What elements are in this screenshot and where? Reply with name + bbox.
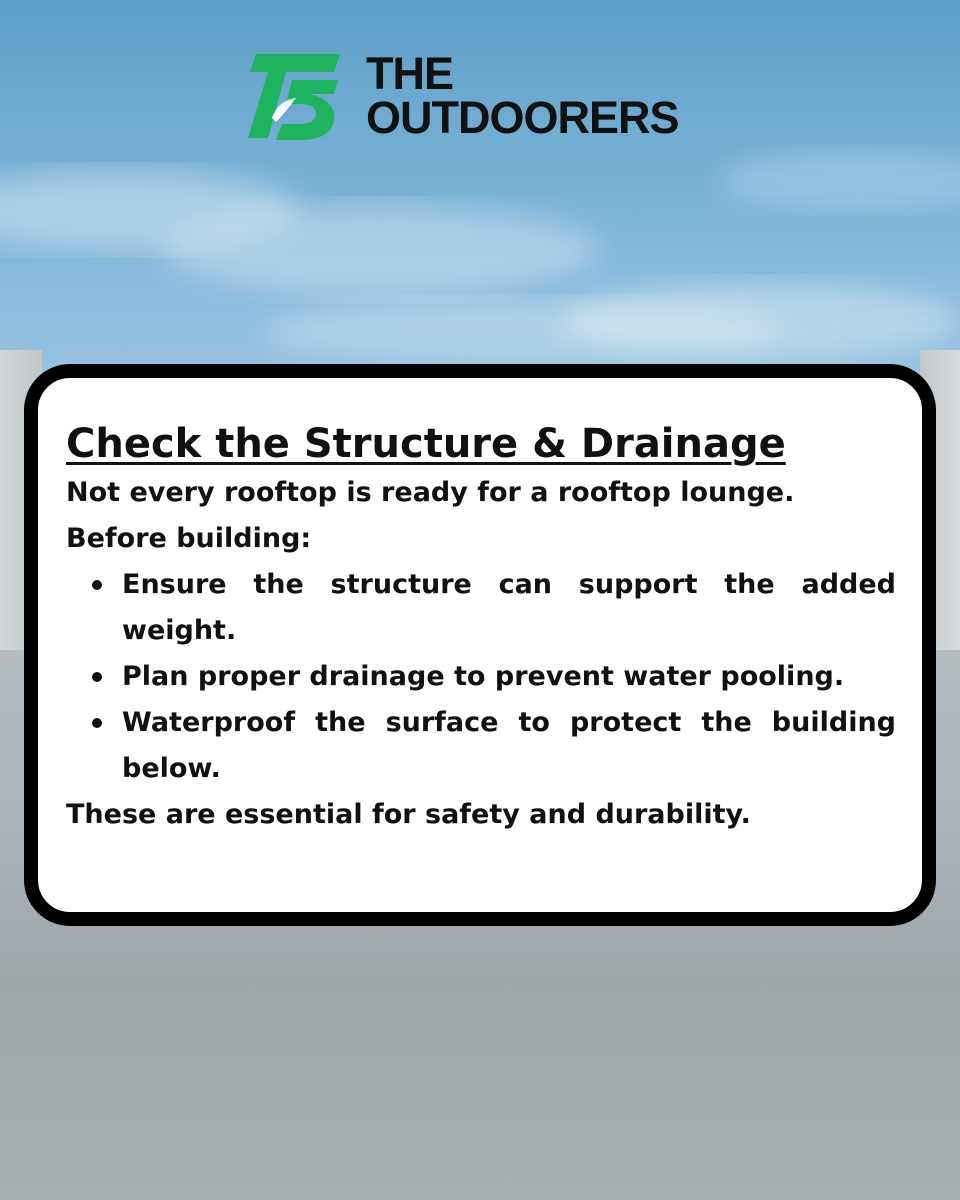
list-item-text: Waterproof the surface to protect the building below. [122,707,896,784]
list-item-text: Ensure the structure can support the added weight. [122,569,896,646]
card-intro: Not every rooftop is ready for a rooftop lounge. [66,477,795,508]
bullet-icon [92,672,102,682]
brand-name [366,48,679,143]
card-title: Check the Structure & Drainage [66,421,786,467]
brand-logo [246,48,716,144]
checklist [66,562,896,792]
bullet-icon [92,718,102,728]
brand-name-line2: OUTDOORERS [366,92,679,143]
card-closing: These are essential for safety and durability. [66,799,751,830]
list-item-text: Plan proper drainage to prevent water pooling. [122,661,845,692]
bullet-icon [92,580,102,590]
brand-name-line1: THE [366,48,453,99]
outdoorers-logo-icon [246,50,342,142]
list-item [66,562,896,654]
card-lead: Before building: [66,523,312,554]
list-item [66,654,896,700]
list-item [66,700,896,792]
info-card [24,364,936,926]
info-card-content [66,418,896,838]
